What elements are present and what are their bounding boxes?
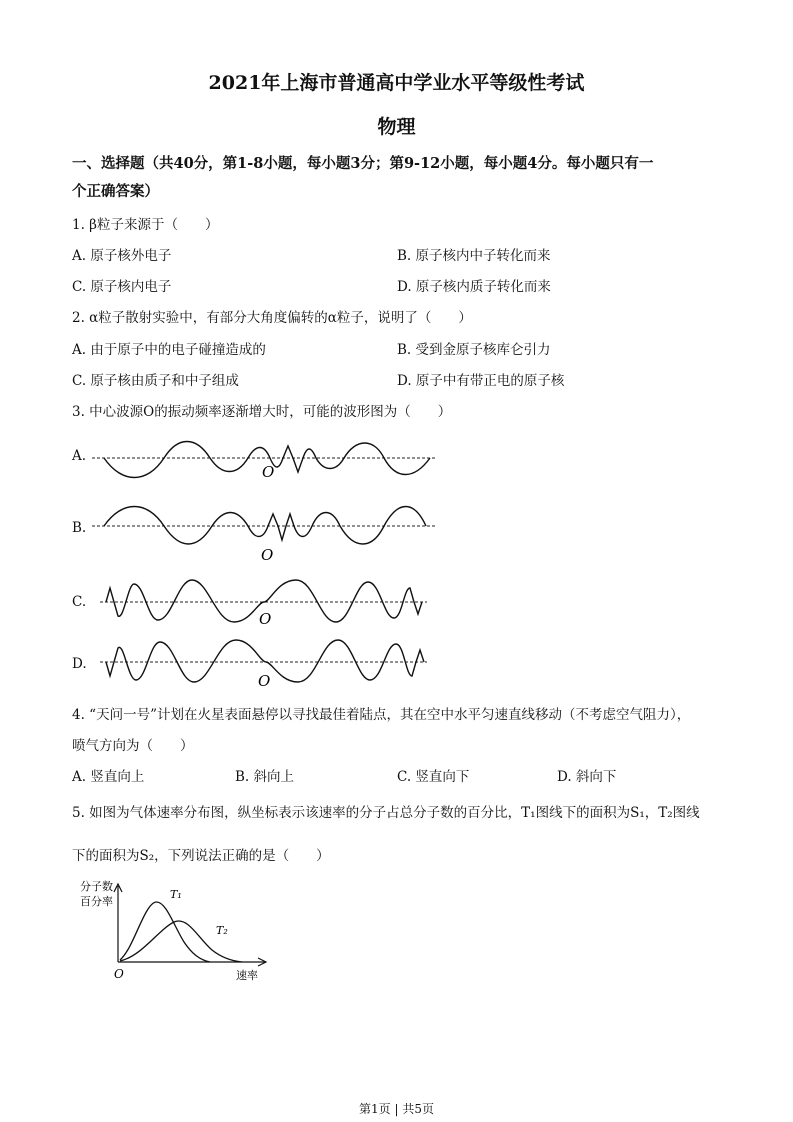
q4-option-d[interactable]: D. 斜向下 <box>557 769 617 785</box>
wave-curve <box>104 507 426 545</box>
q1-option-b[interactable]: B. 原子核内中子转化而来 <box>397 248 551 264</box>
origin-label: O <box>259 610 272 628</box>
origin-label: O <box>261 546 274 564</box>
q4-option-c[interactable]: C. 竖直向下 <box>397 769 470 785</box>
q2-option-d[interactable]: D. 原子中有带正电的原子核 <box>397 373 565 389</box>
q1-stem: 1. β粒子来源于（ ） <box>72 217 219 233</box>
y-axis-label-line2: 百分率 <box>80 895 113 908</box>
q3-waveform-d[interactable] <box>92 636 437 692</box>
q3-label-c[interactable]: C. <box>72 594 87 610</box>
curve-t1 <box>120 902 210 962</box>
origin-label: O <box>114 967 124 981</box>
section-heading-line2: 个正确答案） <box>72 183 159 200</box>
q3-label-a[interactable]: A. <box>72 448 87 464</box>
q3-label-d[interactable]: D. <box>72 656 87 672</box>
q5-stem-line1: 5. 如图为气体速率分布图，纵坐标表示该速率的分子占总分子数的百分比，T₁图线下的面积为S₁，T₂图线 <box>72 805 700 821</box>
q3-waveform-a[interactable] <box>92 432 437 484</box>
q2-stem: 2. α粒子散射实验中，有部分大角度偏转的α粒子，说明了（ ） <box>72 310 472 326</box>
q1-option-d[interactable]: D. 原子核内质子转化而来 <box>397 279 551 295</box>
exam-title: 2021年上海市普通高中学业水平等级性考试 <box>208 72 585 94</box>
q4-stem-line1: 4. “天问一号”计划在火星表面悬停以寻找最佳着陆点，其在空中水平匀速直线移动（不考虑空气阻力）， <box>72 707 691 723</box>
q3-stem: 3. 中心波源O的振动频率逐渐增大时，可能的波形图为（ ） <box>72 404 452 420</box>
x-axis-label: 速率 <box>236 969 258 982</box>
origin-label: O <box>262 463 275 481</box>
q2-option-b[interactable]: B. 受到金原子核库仑引力 <box>397 342 551 358</box>
origin-label: O <box>258 672 271 690</box>
subject-title: 物理 <box>377 116 416 138</box>
q3-label-b[interactable]: B. <box>72 520 87 536</box>
curve-t1-label: T₁ <box>170 888 182 901</box>
q3-waveform-b[interactable] <box>92 500 437 564</box>
q4-option-a[interactable]: A. 竖直向上 <box>72 769 145 785</box>
q5-stem-line2: 下的面积为S₂，下列说法正确的是（ ） <box>72 848 330 864</box>
q2-option-a[interactable]: A. 由于原子中的电子碰撞造成的 <box>72 342 266 358</box>
y-axis-label-line1: 分子数 <box>80 880 113 893</box>
page-footer: 第1页 | 共5页 <box>359 1102 434 1116</box>
curve-t2-label: T₂ <box>216 924 228 937</box>
q4-stem-line2: 喷气方向为（ ） <box>72 738 194 754</box>
section-heading-line1: 一、选择题（共40分，第1-8小题，每小题3分；第9-12小题，每小题4分。每小题只有一 <box>72 155 654 172</box>
q1-option-c[interactable]: C. 原子核内电子 <box>72 279 172 295</box>
q4-option-b[interactable]: B. 斜向上 <box>235 769 295 785</box>
q1-option-a[interactable]: A. 原子核外电子 <box>72 248 172 264</box>
q2-option-c[interactable]: C. 原子核由质子和中子组成 <box>72 373 239 389</box>
q3-waveform-c[interactable] <box>92 574 437 630</box>
q5-speed-distribution-graph <box>76 876 276 986</box>
